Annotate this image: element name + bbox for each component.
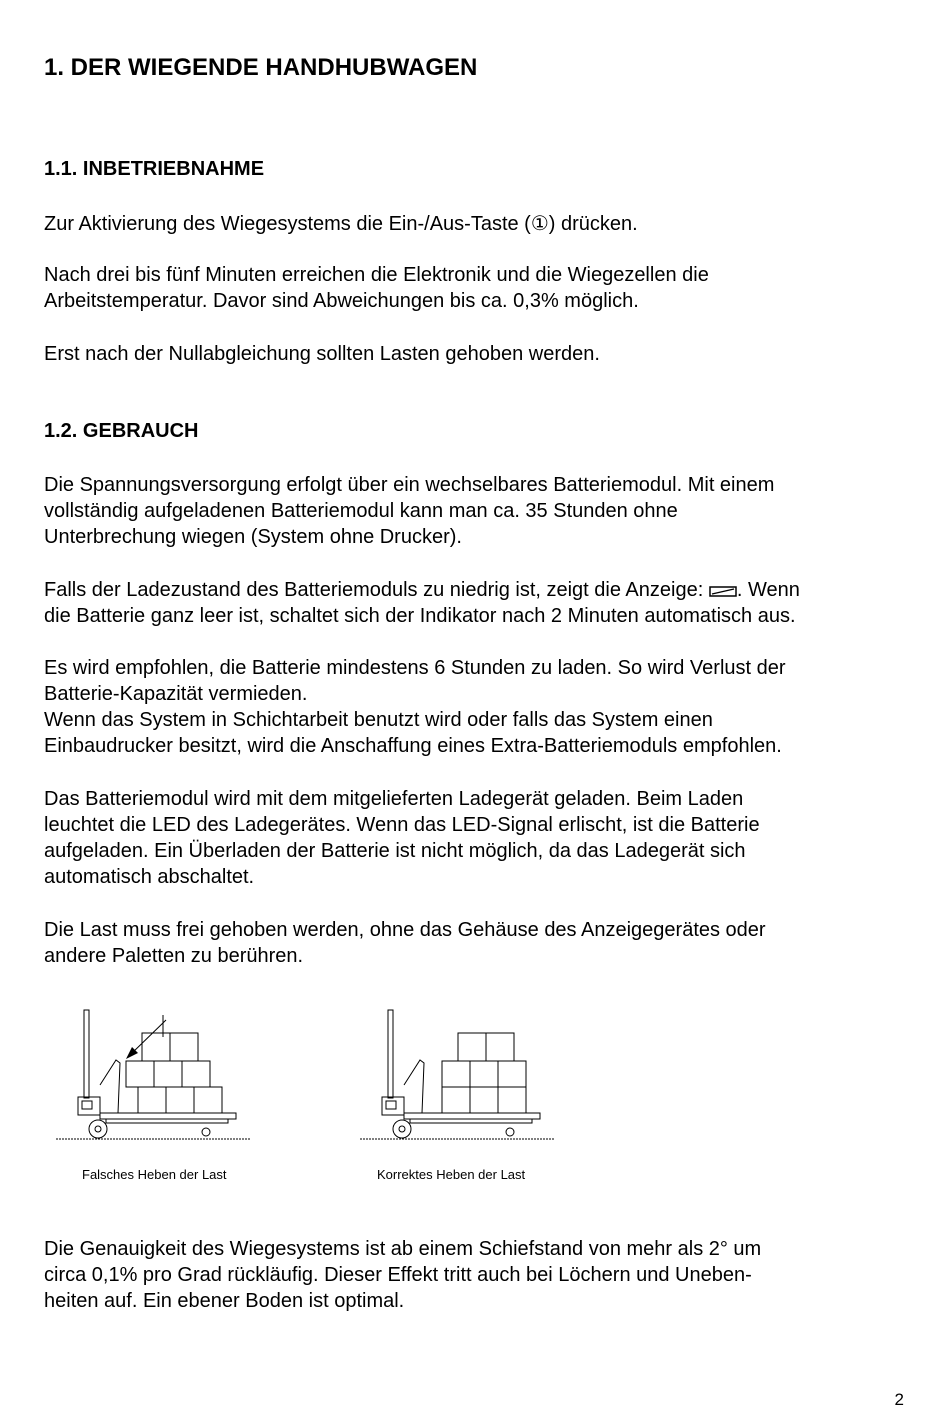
paragraph-battery-low: [44, 577, 914, 629]
paragraph-charging-recommendation: [44, 655, 914, 759]
page-title: 1. DER WIEGENDE HANDHUBWAGEN: [44, 54, 478, 81]
text-line: Einbaudrucker besitzt, wird die Anschaffung eines Extra-Batteriemoduls empfohlen.: [44, 735, 782, 757]
correct-lifting-illustration: [360, 1005, 560, 1150]
paragraph-charger: [44, 786, 914, 890]
paragraph-activation: [44, 211, 914, 237]
caption-wrong-lifting: Falsches Heben der Last: [82, 1167, 227, 1182]
text-line: die Batterie ganz leer ist, schaltet sich der Indikator nach 2 Minuten automatisch aus.: [44, 605, 796, 627]
text-line: [44, 577, 914, 603]
wrong-lifting-illustration: [56, 1005, 256, 1150]
section-heading-inbetriebnahme: 1.1. INBETRIEBNAHME: [44, 158, 265, 180]
text-line: Zur Aktivierung des Wiegesystems die Ein-/Aus-Taste (①) drücken.: [44, 213, 638, 235]
text-line: Arbeitstemperatur. Davor sind Abweichungen bis ca. 0,3% möglich.: [44, 290, 639, 312]
text-line: Wenn das System in Schichtarbeit benutzt wird oder falls das System einen: [44, 709, 713, 731]
text-segment: . Wenn: [736, 579, 800, 601]
text-line: leuchtet die LED des Ladegerätes. Wenn das LED-Signal erlischt, ist die Batterie: [44, 814, 760, 836]
text-line: Die Genauigkeit des Wiegesystems ist ab einem Schiefstand von mehr als 2° um: [44, 1238, 762, 1260]
battery-low-icon: [709, 585, 737, 597]
text-line: Erst nach der Nullabgleichung sollten Lasten gehoben werden.: [44, 343, 600, 365]
paragraph-power-supply: [44, 472, 914, 550]
text-line: Batterie-Kapazität vermieden.: [44, 683, 308, 705]
text-line: Die Last muss frei gehoben werden, ohne das Gehäuse des Anzeigegerätes oder: [44, 919, 766, 941]
text-line: Unterbrechung wiegen (System ohne Drucker).: [44, 526, 462, 548]
text-line: Die Spannungsversorgung erfolgt über ein wechselbares Batteriemodul. Mit einem: [44, 474, 775, 496]
text-line: heiten auf. Ein ebener Boden ist optimal.: [44, 1290, 405, 1312]
paragraph-warmup: [44, 262, 914, 314]
text-line: Das Batteriemodul wird mit dem mitgelieferten Ladegerät geladen. Beim Laden: [44, 788, 744, 810]
text-line: Nach drei bis fünf Minuten erreichen die Elektronik und die Wiegezellen die: [44, 264, 709, 286]
text-line: automatisch abschaltet.: [44, 866, 255, 888]
text-line: andere Paletten zu berühren.: [44, 945, 304, 967]
paragraph-zeroing: [44, 341, 914, 367]
page-number: 2: [894, 1390, 904, 1409]
paragraph-accuracy: [44, 1236, 914, 1314]
text-line: circa 0,1% pro Grad rückläufig. Dieser Effekt tritt auch bei Löchern und Uneben-: [44, 1264, 752, 1286]
text-segment: Falls der Ladezustand des Batteriemoduls zu niedrig ist, zeigt die Anzeige:: [44, 579, 709, 601]
paragraph-lifting: [44, 917, 914, 969]
text-line: aufgeladen. Ein Überladen der Batterie ist nicht möglich, da das Ladegerät sich: [44, 840, 746, 862]
text-line: Es wird empfohlen, die Batterie mindestens 6 Stunden zu laden. So wird Verlust der: [44, 657, 786, 679]
text-line: vollständig aufgeladenen Batteriemodul kann man ca. 35 Stunden ohne: [44, 500, 678, 522]
caption-correct-lifting: Korrektes Heben der Last: [377, 1167, 526, 1182]
section-heading-gebrauch: 1.2. GEBRAUCH: [44, 420, 199, 442]
